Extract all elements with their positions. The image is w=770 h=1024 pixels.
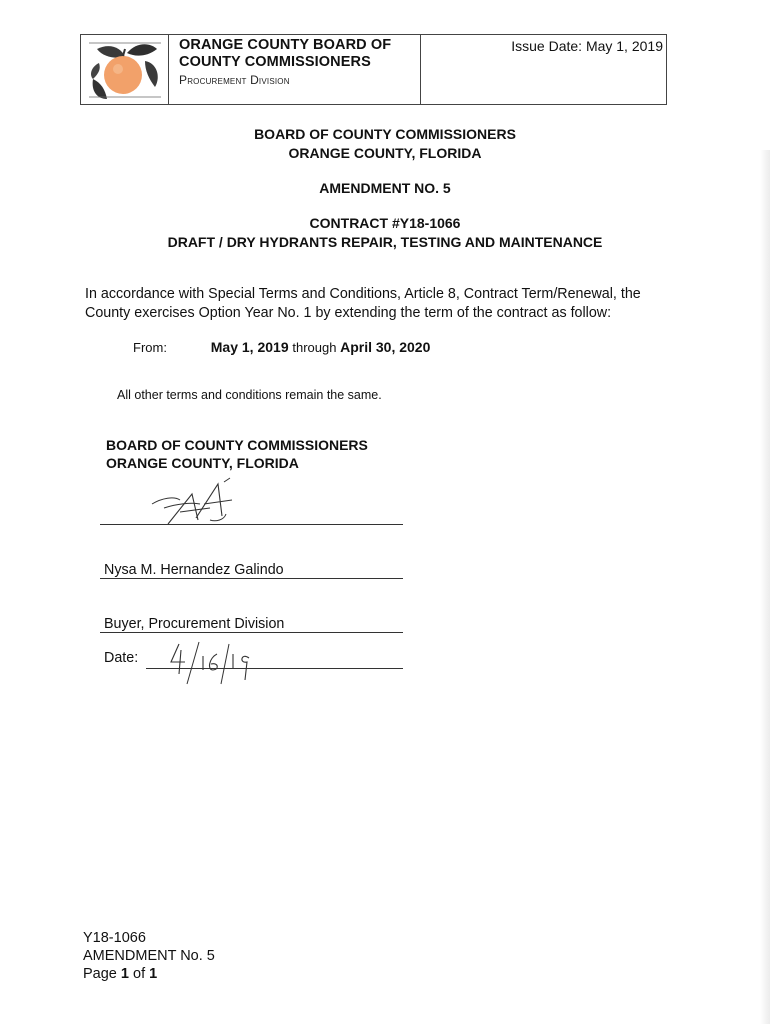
issue-date: Issue Date: May 1, 2019 xyxy=(511,38,663,54)
through-word: through xyxy=(292,340,337,355)
signature-board xyxy=(106,436,368,472)
contract-title: DRAFT / DRY HYDRANTS REPAIR, TESTING AND MAINTENANCE xyxy=(167,234,603,250)
page-of: of xyxy=(128,966,150,982)
signer-name: Nysa M. Hernandez Galindo xyxy=(104,562,284,578)
heading-board: BOARD OF COUNTY COMMISSIONERS xyxy=(254,126,516,142)
amendment-title: AMENDMENT NO. 5 xyxy=(319,180,451,196)
footer-page-number xyxy=(83,965,215,983)
term-through xyxy=(292,340,340,355)
term-start: May 1, 2019 xyxy=(210,339,289,355)
page-total: 1 xyxy=(149,966,158,982)
letterhead-divider xyxy=(420,35,421,104)
remaining-terms-note: All other terms and conditions remain the same. xyxy=(117,388,382,402)
handwritten-signature-icon xyxy=(140,474,250,536)
name-underline xyxy=(100,578,403,579)
term-end: April 30, 2020 xyxy=(340,339,431,355)
signature-line xyxy=(100,524,403,525)
footer-amendment: AMENDMENT No. 5 xyxy=(83,948,215,964)
term-row xyxy=(133,339,430,355)
signature-board-line-1: BOARD OF COUNTY COMMISSIONERS xyxy=(106,437,368,453)
page-prefix: Page xyxy=(83,966,121,982)
organization-name xyxy=(179,37,419,71)
orange-fruit-logo-icon xyxy=(81,35,169,104)
from-label: From: xyxy=(133,340,167,355)
division-name: Procurement Division xyxy=(179,73,290,87)
org-line-1: ORANGE COUNTY BOARD OF xyxy=(179,37,392,53)
title-underline xyxy=(100,632,403,633)
body-paragraph xyxy=(85,285,685,323)
signer-title: Buyer, Procurement Division xyxy=(104,616,285,632)
letterhead xyxy=(80,34,667,105)
paragraph-line-2: County exercises Option Year No. 1 by extending the term of the contract as follow: xyxy=(85,305,612,321)
paragraph-line-1: In accordance with Special Terms and Conditions, Article 8, Contract Term/Renewal, the xyxy=(85,286,641,302)
org-line-2: COUNTY COMMISSIONERS xyxy=(179,54,371,70)
date-label: Date: xyxy=(104,650,139,666)
scan-edge-shadow xyxy=(760,150,770,1024)
page-footer xyxy=(83,929,215,983)
footer-contract-number: Y18-1066 xyxy=(83,930,146,946)
signature-board-line-2: ORANGE COUNTY, FLORIDA xyxy=(106,455,299,471)
handwritten-date-icon xyxy=(165,640,265,690)
page-current: 1 xyxy=(120,966,129,982)
date-underline xyxy=(146,668,403,669)
contract-number: CONTRACT #Y18-1066 xyxy=(309,215,461,231)
heading-county: ORANGE COUNTY, FLORIDA xyxy=(288,145,482,161)
